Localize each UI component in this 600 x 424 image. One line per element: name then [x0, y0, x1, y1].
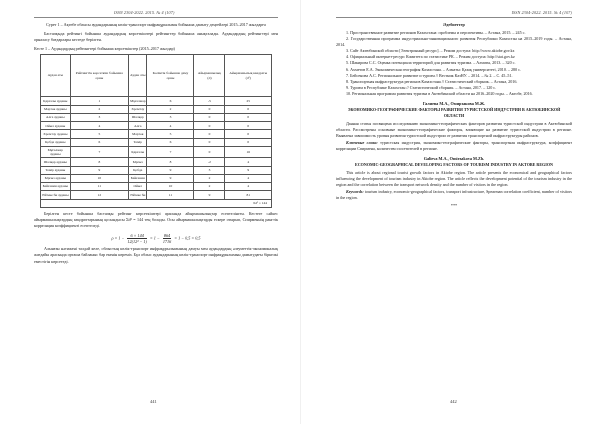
ru-title: ЭКОНОМИКО-ГЕОГРАФИЧЕСКИЕ ФАКТОРЫ РАЗВИТИЯ ТУРИСТСКОЙ ИНДУСТРИИ В АКТЮБИНСКОЙ ОБЛАСТИ — [347, 107, 561, 118]
table-cell: Мәртөк — [129, 130, 147, 138]
table-row — [41, 105, 272, 113]
table-header-cell: Рейтингтік көрсеткіш бойынша орны — [70, 55, 128, 97]
formula-denominator-1: 12(12² − 1) — [127, 239, 147, 245]
table-cell: 5 — [147, 130, 194, 138]
table-cell: Алға — [129, 122, 147, 130]
right-page — [300, 0, 600, 424]
table-cell: 6 — [70, 138, 128, 146]
table-cell: 0 — [225, 105, 272, 113]
en-abstract: This article is about regional tourist growth factors in Aktobe region. The article presents the economical and geographical factors influencing the development of tourism industry in Aktobe region. The article reflects the development potential of the tourism industry in the region and the correlation between the transport network density and the number of visitors in the region. — [336, 170, 572, 188]
table-cell: Байғанин ауданы — [41, 183, 71, 191]
table-cell: Ойыл ауданы — [41, 122, 71, 130]
table-cell: 3 — [70, 113, 128, 121]
table-cell: 5 — [70, 130, 128, 138]
reference-item: 5. Шакирова С.С. Оценка потенциала территорий для развития туризма. – Алматы, 2013. – 320 с. — [346, 60, 516, 66]
table-row — [41, 174, 272, 182]
reference-item: 4. Официальный интернет-ресурс Комитета по статистике РК. – Режим доступа: http://stat.gov.kz — [346, 54, 515, 60]
formula-eq: = 1 − — [149, 235, 160, 241]
table-row — [41, 166, 272, 174]
table-cell: 4 — [147, 122, 194, 130]
reference-item: 10. Региональная программа развития туризма в Актюбинской области на 2016–2020 годы. – Актобе, 2016. — [346, 90, 533, 96]
ru-abstract: Данная статья посвящена исследованию экономико-географических факторов развития туристской индустрии в Актюбинской области. Рассмотрены основные экономико-географические факторы, влияющие на развитие туристской индустрии в регионе. Выявлена зависимость уровня развития туристской индустрии от развития транспортной инфраструктуры районов. — [336, 121, 572, 139]
table-cell: 4 — [70, 122, 128, 130]
ru-keywords — [336, 140, 572, 152]
reference-item: 6. Ахметов Е.А. Экономическая география Казахстана. – Алматы: Қазақ университеті, 2010. – 280 с. — [346, 66, 521, 72]
table-cell: Темір ауданы — [41, 166, 71, 174]
spearman-formula — [34, 233, 278, 244]
table-cell: 8 — [147, 158, 194, 166]
table-cell: 4 — [225, 158, 272, 166]
table-cell: 0 — [225, 122, 272, 130]
table-row — [41, 122, 272, 130]
table-cell: Байғанин — [129, 174, 147, 182]
table-cell: 0 — [194, 147, 225, 158]
table-cell: 0 — [194, 113, 225, 121]
table-cell: 2 — [70, 105, 128, 113]
table-cell: 0 — [225, 113, 272, 121]
table-cell: Қарғалы — [129, 147, 147, 158]
table-header-cell: Аудан аты — [41, 55, 71, 97]
table-cell: Алға ауданы — [41, 113, 71, 121]
table-header-cell: Айырмашылық квадраты (d²) — [225, 55, 272, 97]
reference-item: 9. Туризм в Республике Казахстан // Статистический сборник. – Астана, 2017. – 120 с. — [346, 84, 497, 90]
table-cell: -2 — [194, 158, 225, 166]
table-cell: Темір — [129, 138, 147, 146]
table-cell: 0 — [225, 138, 272, 146]
reference-item: 8. Транспортная инфраструктура регионов Казахстана // Статистический сборник. – Астана, 2016. — [346, 78, 518, 84]
table-cell: 10 — [70, 174, 128, 182]
closing-paragraph: Алынған нәтижені талдай келе, облыстың көлік-транспорт инфрақұрылымының дамуы мен аудандардың әлеуметтік-экономикалық жағдайы арасында орташа байланыс бар екенін көреміз. Бұл облыс аудандарының көлік-транспорт инфрақұрылымын дамытудағы біркелкі еместігін көрсетеді. — [34, 246, 278, 264]
table-sum-cell: Σd² = 144 — [41, 199, 272, 207]
table-cell: Мұғалжар ауданы — [41, 147, 71, 158]
table-cell: 3 — [194, 166, 225, 174]
formula-numerator-1: 6 × 144 — [127, 233, 146, 239]
formula-fraction-2 — [163, 233, 171, 244]
end-stars: *** — [450, 202, 458, 208]
en-keywords-label: Keywords: — [346, 188, 364, 194]
table-cell: Ойыл — [129, 183, 147, 191]
table-cell: 10 — [147, 183, 194, 191]
ranking-table — [40, 54, 272, 208]
intro-paragraph: Бастапқыда рейтингі бойынша аудандардың көрсеткіштері рейтингтер бойынша анықталады. Аудандардың рейтингтері мен орналасу бағдарлары кестеде берілген. — [34, 31, 278, 43]
en-authors: Galieva M.A., Omirzakova M.Zh. — [423, 155, 485, 161]
table-row — [41, 97, 272, 105]
table-cell: 4 — [225, 174, 272, 182]
running-rule-right — [336, 17, 572, 18]
table-cell: 9 — [194, 191, 225, 199]
table-cell: Қобда — [129, 166, 147, 174]
reference-item: 2. Государственная программа индустриально-инновационного развития Республики Казахстан на 2015–2019 годы. – Астана, 2014. — [336, 36, 572, 48]
table-cell: Ырғыз — [129, 158, 147, 166]
running-rule-left — [34, 17, 278, 18]
table-row — [41, 147, 272, 158]
table-row — [41, 183, 272, 191]
table-cell: 3 — [147, 113, 194, 121]
table-cell: 0 — [194, 138, 225, 146]
table-cell: 6 — [147, 138, 194, 146]
figure-caption: Сурет 1 – Ақтөбе облысы аудандарының көлік-транспорт инфрақұрылымы бойынша дамыту деңгейлері 2015–2017 жылдарға — [46, 22, 266, 27]
table-cell: 25 — [225, 97, 272, 105]
table-header-cell: Айырмашылық (d) — [194, 55, 225, 97]
table-cell: 0 — [194, 130, 225, 138]
table-header-cell: Аудан аты — [129, 55, 147, 97]
table-cell: 0 — [225, 130, 272, 138]
table-cell: 6 — [147, 97, 194, 105]
reference-item: 1. Пространственное развитие регионов Казахстана: проблемы и перспективы. – Астана, 2015. – 245 с. — [346, 30, 526, 35]
formula-denominator-2: 1716 — [162, 239, 172, 245]
table-cell: 9 — [225, 166, 272, 174]
table-cell: 2 — [194, 183, 225, 191]
table-body — [41, 97, 272, 199]
page-number-right: 442 — [450, 399, 457, 404]
table-cell: 16 — [225, 147, 272, 158]
paragraph-after-table: Берілген кесте бойынша бастапқы рейтинг көрсеткіштері арасында айырмашылықтар есептелінген. Кестеге сәйкес айырмашылықтардың квадраттарының қосындысы Σd² = 144 тең болады. Осы айырмашылықтарды ескере отырып, Спирменнің рангтік корреляция коэффициенті есептеледі. — [34, 211, 278, 229]
table-cell: 2 — [147, 105, 194, 113]
table-cell: 11 — [70, 183, 128, 191]
references-heading: Әдебиеттер — [443, 22, 465, 27]
en-title: ECONOMIC-GEOGRAPHICAL DEVELOPING FACTORS OF TOURISM INDUSTRY IN AKTOBE REGION — [355, 161, 553, 167]
table-cell: 9 — [147, 174, 194, 182]
table-cell: Қобда ауданы — [41, 138, 71, 146]
table-cell: 2 — [194, 174, 225, 182]
table-cell: 0 — [194, 105, 225, 113]
table-cell: Әйтеке би ауданы — [41, 191, 71, 199]
table-row — [41, 191, 272, 199]
table-cell: Хромтау — [129, 105, 147, 113]
ru-keywords-label: Ключевые слова: — [346, 139, 378, 145]
table-cell: 11 — [147, 191, 194, 199]
table-row — [41, 138, 272, 146]
table-cell: 81 — [225, 191, 272, 199]
table-cell: Мұғалжар — [129, 97, 147, 105]
ru-keywords-text: туристская индустрия, экономико-географические факторы, транспортная инфраструктура, коэффициент корреляции Спирмена, количество посетителей в регионе. — [336, 139, 573, 151]
table-cell: 7 — [147, 147, 194, 158]
page-number-left: 441 — [150, 399, 157, 404]
table-row — [41, 158, 272, 166]
table-cell: 8 — [70, 158, 128, 166]
running-head-right: ISSN 2304-2022. 2015. № 4 (107) — [511, 10, 572, 15]
table-header-row — [41, 55, 272, 97]
ru-authors: Галиева М.А., Омирзакова М.Ж. — [422, 101, 486, 107]
table-cell: Хромтау ауданы — [41, 130, 71, 138]
table-cell: -5 — [194, 97, 225, 105]
table-sum-row — [41, 199, 272, 207]
references-list — [336, 30, 572, 97]
table-row — [41, 130, 272, 138]
formula-numerator-2: 864 — [163, 233, 171, 239]
table-cell: Қарғалы ауданы — [41, 97, 71, 105]
formula-fraction-1 — [127, 233, 146, 244]
table-cell: Мәртөк ауданы — [41, 105, 71, 113]
table-cell: Әйтеке би — [129, 191, 147, 199]
reference-item: 3. Сайт Актюбинской области [Электронный ресурс]. – Режим доступа: http://www.aktobe.gov.kz — [346, 48, 515, 54]
table-cell: 12 — [70, 191, 128, 199]
en-keywords-text: tourism industry, economic-geographical factors, transport infrastructure, Spearman correlation coefficient, number of visitors in the region. — [336, 188, 572, 200]
table-cell: Ырғыз ауданы — [41, 174, 71, 182]
table-title: Кесте 1 – Аудандардың рейтингтері бойынша көрсеткіштер (2015–2017 жылдар) — [34, 46, 175, 52]
formula-lhs: ρ = 1 − — [111, 235, 125, 241]
table-cell: 9 — [147, 166, 194, 174]
formula-rhs: = 1 − 0,5 = 0,5 — [174, 235, 201, 241]
table-cell: 0 — [194, 122, 225, 130]
table-header-cell: Көліктік бойынша даму орны — [147, 55, 194, 97]
table-cell: Шалқар — [129, 113, 147, 121]
table-cell: 9 — [70, 166, 128, 174]
table-cell: 1 — [70, 97, 128, 105]
table-cell: 7 — [70, 147, 128, 158]
en-keywords — [336, 189, 572, 201]
table-cell: Шалқар ауданы — [41, 158, 71, 166]
table-cell: 4 — [225, 183, 272, 191]
reference-item: 7. Бейсенова А.С. Региональное развитие и туризм // Вестник КазНУ. – 2014. – № 2. – С. 45–51. — [346, 72, 513, 78]
running-head-left: ISSN 2304-2022. 2015. № 4 (107) — [114, 10, 175, 15]
table-row — [41, 113, 272, 121]
